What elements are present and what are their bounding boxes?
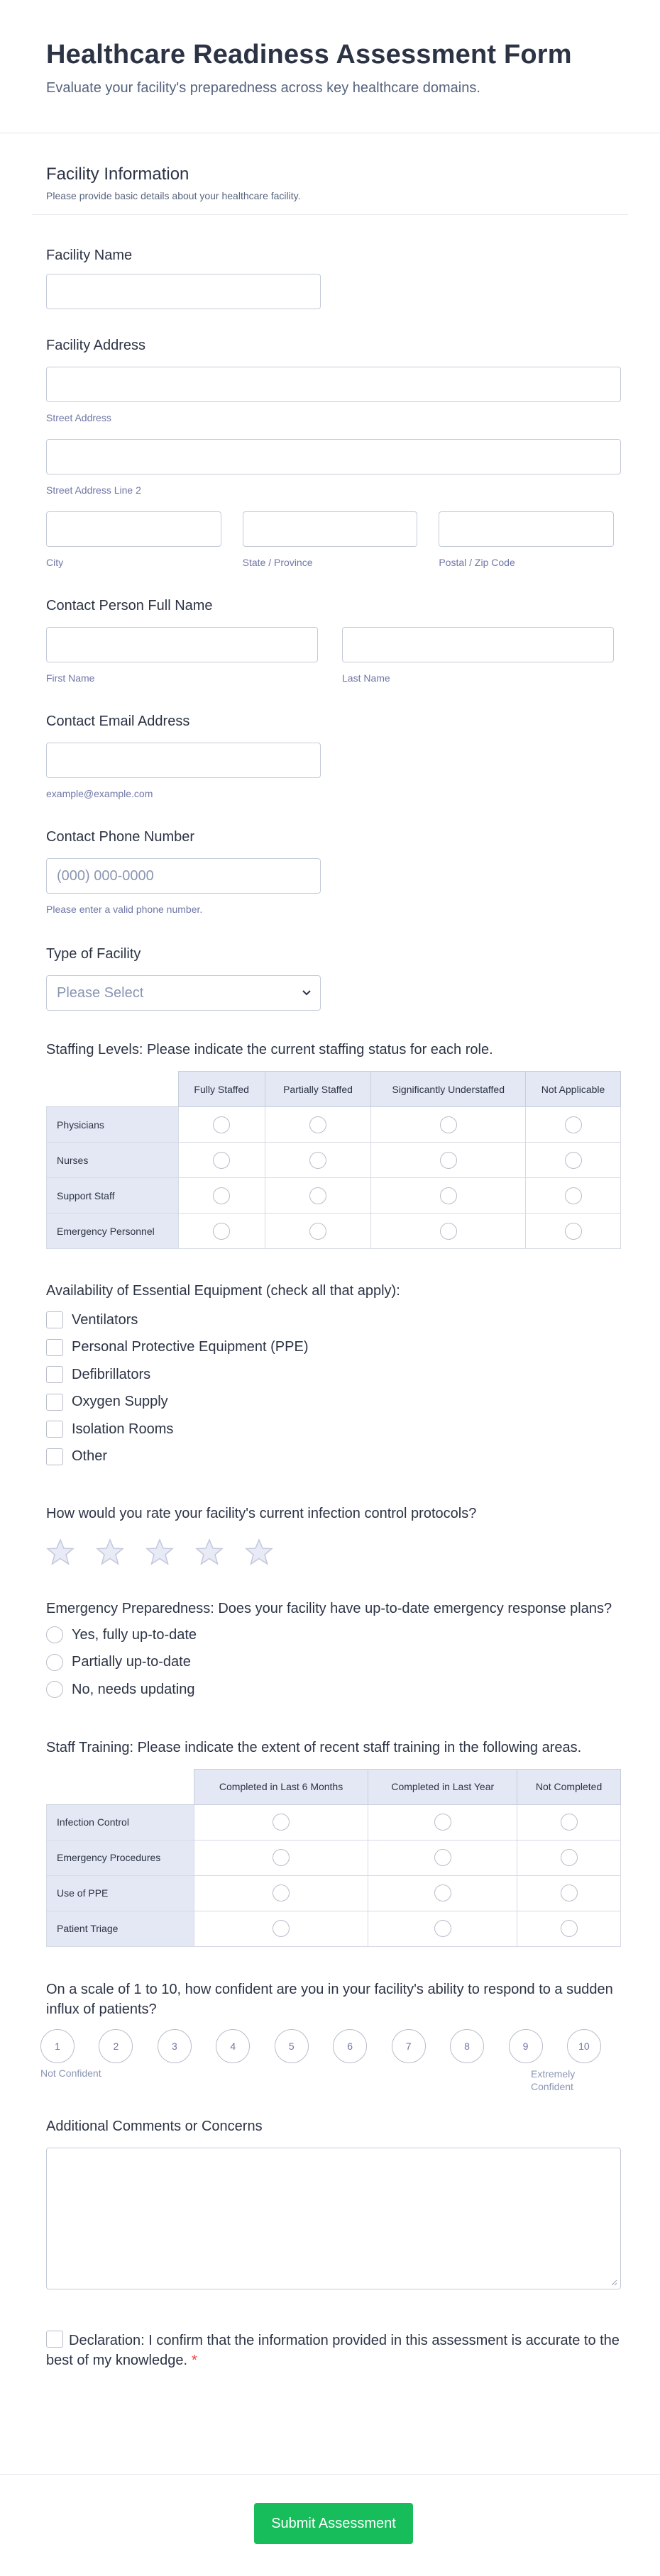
training-row <box>47 1911 621 1946</box>
street-address-line2-input[interactable] <box>46 439 621 474</box>
checkbox[interactable] <box>46 1366 63 1383</box>
declaration-question <box>46 2331 621 2370</box>
staffing-radio[interactable] <box>440 1152 457 1169</box>
training-col-header: Completed in Last Year <box>368 1769 517 1804</box>
contact-name-label: Contact Person Full Name <box>46 598 213 614</box>
checkbox[interactable] <box>46 1311 63 1328</box>
emergency-option-label: Partially up-to-date <box>72 1654 191 1670</box>
scale-option[interactable]: 7 <box>392 2029 426 2063</box>
facility-address-label: Facility Address <box>46 338 146 353</box>
matrix-corner <box>47 1072 179 1107</box>
staffing-radio[interactable] <box>440 1187 457 1204</box>
star-icon[interactable] <box>46 1538 75 1566</box>
staffing-col-header: Significantly Understaffed <box>371 1072 526 1107</box>
first-name-sublabel: First Name <box>46 672 95 684</box>
scale-option[interactable]: 9 <box>509 2029 543 2063</box>
staffing-radio[interactable] <box>309 1152 326 1169</box>
staffing-row <box>47 1214 621 1249</box>
infection-question <box>46 1506 614 1566</box>
scale-high-label: Extremely Confident <box>531 2067 576 2092</box>
checkbox[interactable] <box>46 1394 63 1411</box>
scale-option[interactable]: 6 <box>333 2029 367 2063</box>
staffing-radio[interactable] <box>213 1116 230 1133</box>
city-input[interactable] <box>46 511 221 547</box>
confidence-question <box>40 1980 614 2092</box>
section-header <box>32 165 628 215</box>
equipment-option-label: Isolation Rooms <box>72 1421 174 1437</box>
staffing-matrix <box>46 1071 621 1249</box>
comments-question <box>46 2119 614 2289</box>
emergency-option[interactable] <box>46 1676 614 1704</box>
checkbox[interactable] <box>46 1339 63 1356</box>
staffing-radio[interactable] <box>440 1223 457 1240</box>
star-rating <box>46 1538 614 1566</box>
declaration-text-wrap <box>46 2331 621 2370</box>
staffing-radio[interactable] <box>213 1187 230 1204</box>
facility-name-label: Facility Name <box>46 248 133 263</box>
training-row-label: Use of PPE <box>47 1875 194 1911</box>
training-matrix <box>46 1769 621 1947</box>
phone-placeholder: (000) 000-0000 <box>57 868 154 884</box>
staffing-radio[interactable] <box>309 1223 326 1240</box>
equipment-label: Availability of Essential Equipment (check all that apply): <box>46 1283 400 1299</box>
equipment-option[interactable] <box>46 1416 614 1443</box>
phone-sublabel: Please enter a valid phone number. <box>46 904 203 915</box>
email-sublabel: example@example.com <box>46 788 153 799</box>
emergency-option[interactable] <box>46 1649 614 1677</box>
training-question <box>46 1738 614 1947</box>
matrix-corner <box>47 1769 194 1804</box>
staffing-col-header: Fully Staffed <box>178 1072 265 1107</box>
equipment-option[interactable] <box>46 1306 614 1334</box>
training-radio[interactable] <box>434 1849 451 1866</box>
scale-option[interactable]: 10 <box>567 2029 601 2063</box>
training-row <box>47 1840 621 1875</box>
radio[interactable] <box>46 1654 63 1671</box>
emergency-option-label: Yes, fully up-to-date <box>72 1626 197 1643</box>
emergency-option[interactable] <box>46 1621 614 1649</box>
scale-option[interactable]: 8 <box>450 2029 484 2063</box>
staffing-row-label: Support Staff <box>47 1178 179 1214</box>
comments-label: Additional Comments or Concerns <box>46 2118 263 2134</box>
staffing-radio[interactable] <box>213 1223 230 1240</box>
star-icon[interactable] <box>96 1538 124 1566</box>
training-radio[interactable] <box>434 1814 451 1831</box>
radio[interactable] <box>46 1681 63 1698</box>
declaration-checkbox[interactable] <box>46 2331 63 2348</box>
staffing-radio[interactable] <box>565 1187 582 1204</box>
chevron-down-icon <box>302 989 312 996</box>
contact-email-label: Contact Email Address <box>46 714 190 729</box>
facility-type-placeholder: Please Select <box>57 985 144 1001</box>
staffing-row <box>47 1143 621 1178</box>
section-description: Please provide basic details about your healthcare facility. <box>46 190 301 201</box>
scale-option[interactable]: 2 <box>99 2029 133 2063</box>
contact-phone-question <box>46 829 614 915</box>
facility-type-select[interactable] <box>46 975 321 1011</box>
facility-name-question <box>46 248 614 309</box>
staffing-question <box>46 1042 614 1249</box>
training-radio[interactable] <box>434 1920 451 1937</box>
resize-handle-icon[interactable] <box>610 2279 617 2286</box>
equipment-option-label: Defibrillators <box>72 1366 151 1382</box>
staffing-row-label: Emergency Personnel <box>47 1214 179 1249</box>
last-name-sublabel: Last Name <box>342 672 390 684</box>
facility-name-input[interactable] <box>46 274 321 309</box>
checkbox[interactable] <box>46 1421 63 1438</box>
equipment-option-label: Ventilators <box>72 1311 138 1328</box>
training-row <box>47 1804 621 1840</box>
submit-button[interactable]: Submit Assessment <box>254 2503 413 2544</box>
street-address-line2-sublabel: Street Address Line 2 <box>46 484 141 496</box>
training-radio[interactable] <box>561 1920 578 1937</box>
state-input[interactable] <box>243 511 418 547</box>
training-radio[interactable] <box>273 1849 290 1866</box>
equipment-option[interactable] <box>46 1389 614 1416</box>
street-address-sublabel: Street Address <box>46 412 111 423</box>
staffing-row-label: Physicians <box>47 1107 179 1143</box>
training-radio[interactable] <box>561 1814 578 1831</box>
form-title: Healthcare Readiness Assessment Form <box>46 40 572 70</box>
staffing-radio[interactable] <box>565 1152 582 1169</box>
staffing-col-header: Not Applicable <box>526 1072 621 1107</box>
scale-option[interactable]: 5 <box>275 2029 309 2063</box>
facility-type-question <box>46 946 614 1011</box>
training-radio[interactable] <box>273 1920 290 1937</box>
training-row-label: Infection Control <box>47 1804 194 1840</box>
equipment-option[interactable] <box>46 1334 614 1362</box>
training-radio[interactable] <box>273 1814 290 1831</box>
radio[interactable] <box>46 1626 63 1643</box>
star-icon[interactable] <box>195 1538 224 1566</box>
staffing-col-header: Partially Staffed <box>265 1072 371 1107</box>
infection-label: How would you rate your facility's current infection control protocols? <box>46 1506 477 1521</box>
staffing-radio[interactable] <box>565 1116 582 1133</box>
contact-name-question <box>46 598 614 684</box>
staffing-radio[interactable] <box>309 1187 326 1204</box>
contact-email-question <box>46 714 614 799</box>
comments-textarea[interactable] <box>46 2148 621 2289</box>
scale-option[interactable]: 4 <box>216 2029 250 2063</box>
staffing-row <box>47 1107 621 1143</box>
training-radio[interactable] <box>434 1884 451 1902</box>
form-footer <box>0 2474 660 2576</box>
staffing-radio[interactable] <box>565 1223 582 1240</box>
equipment-option[interactable] <box>46 1443 614 1471</box>
checkbox[interactable] <box>46 1448 63 1465</box>
staffing-label: Staffing Levels: Please indicate the current staffing status for each role. <box>46 1042 493 1057</box>
zip-input[interactable] <box>439 511 614 547</box>
city-sublabel: City <box>46 557 64 568</box>
equipment-option[interactable] <box>46 1361 614 1389</box>
staffing-radio[interactable] <box>440 1116 457 1133</box>
zip-sublabel: Postal / Zip Code <box>439 557 515 568</box>
contact-phone-label: Contact Phone Number <box>46 829 195 845</box>
staffing-radio[interactable] <box>309 1116 326 1133</box>
emergency-question <box>46 1599 614 1704</box>
required-mark: * <box>192 2352 197 2368</box>
confidence-scale <box>40 2029 601 2063</box>
email-input[interactable] <box>46 743 321 778</box>
equipment-question <box>46 1283 614 1470</box>
scale-option[interactable]: 1 <box>40 2029 75 2063</box>
street-address-input[interactable] <box>46 367 621 402</box>
staffing-row <box>47 1178 621 1214</box>
star-icon[interactable] <box>245 1538 273 1566</box>
declaration-text: Declaration: I confirm that the information provided in this assessment is accurate to the best of my knowledge. <box>46 2332 620 2368</box>
equipment-option-label: Oxygen Supply <box>72 1394 168 1410</box>
first-name-input[interactable] <box>46 627 318 662</box>
facility-address-question <box>46 338 614 568</box>
form-header <box>0 0 660 133</box>
equipment-option-label: Personal Protective Equipment (PPE) <box>72 1339 309 1355</box>
scale-option[interactable]: 3 <box>158 2029 192 2063</box>
training-col-header: Completed in Last 6 Months <box>194 1769 368 1804</box>
phone-input[interactable] <box>46 858 321 894</box>
training-radio[interactable] <box>561 1849 578 1866</box>
training-row-label: Patient Triage <box>47 1911 194 1946</box>
staffing-row-label: Nurses <box>47 1143 179 1178</box>
confidence-label: On a scale of 1 to 10, how confident are you in your facility's ability to respond to a sudden influx of patients? <box>46 1981 613 2017</box>
training-radio[interactable] <box>561 1884 578 1902</box>
state-sublabel: State / Province <box>242 557 313 568</box>
training-row-label: Emergency Procedures <box>47 1840 194 1875</box>
staffing-radio[interactable] <box>213 1152 230 1169</box>
last-name-input[interactable] <box>342 627 614 662</box>
section-title: Facility Information <box>46 165 189 184</box>
scale-low-label: Not Confident <box>40 2067 101 2079</box>
emergency-label: Emergency Preparedness: Does your facility have up-to-date emergency response plans? <box>46 1601 612 1616</box>
equipment-option-label: Other <box>72 1448 108 1465</box>
facility-type-label: Type of Facility <box>46 946 141 962</box>
training-radio[interactable] <box>273 1884 290 1902</box>
training-row <box>47 1875 621 1911</box>
training-col-header: Not Completed <box>517 1769 621 1804</box>
star-icon[interactable] <box>145 1538 174 1566</box>
emergency-option-label: No, needs updating <box>72 1681 195 1697</box>
form-subtitle: Evaluate your facility's preparedness across key healthcare domains. <box>46 80 480 96</box>
training-label: Staff Training: Please indicate the extent of recent staff training in the following areas. <box>46 1739 582 1755</box>
